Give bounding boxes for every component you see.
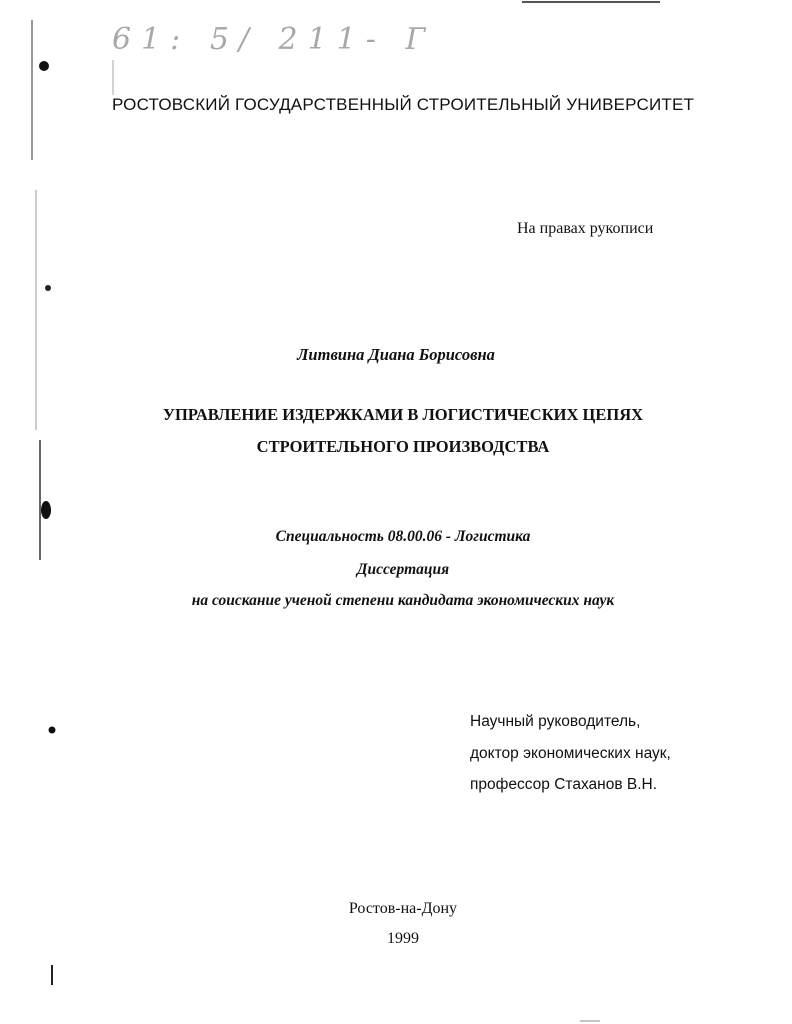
binder-hole-mark: [41, 501, 51, 519]
binder-hole-mark: [49, 727, 56, 734]
university-name: РОСТОВСКИЙ ГОСУДАРСТВЕННЫЙ СТРОИТЕЛЬНЫЙ УНИВЕРСИТЕТ: [112, 95, 695, 114]
manuscript-rights-note: На правах рукописи: [517, 220, 654, 237]
city: Ростов-на-Дону: [348, 900, 458, 917]
specialty-line: Специальность 08.00.06 - Логистика: [275, 528, 531, 545]
advisor-name: профессор Стаханов В.Н.: [470, 776, 658, 793]
handwritten-archive-number: 61: 5/ 211- Г: [112, 22, 436, 57]
dissertation-title-line-2: СТРОИТЕЛЬНОГО ПРОИЗВОДСТВА: [256, 437, 550, 456]
degree-purpose: на соискание ученой степени кандидата экономических наук: [191, 592, 615, 609]
advisor-role: Научный руководитель,: [470, 713, 641, 730]
document-type: Диссертация: [356, 561, 450, 578]
dissertation-title-line-1: УПРАВЛЕНИЕ ИЗДЕРЖКАМИ В ЛОГИСТИЧЕСКИХ ЦЕПЯХ: [162, 405, 644, 424]
advisor-degree: доктор экономических наук,: [470, 745, 671, 762]
binder-hole-mark: [45, 285, 51, 291]
binder-hole-mark: [39, 61, 49, 71]
author-name: Литвина Диана Борисовна: [297, 345, 495, 364]
year: 1999: [387, 930, 419, 947]
